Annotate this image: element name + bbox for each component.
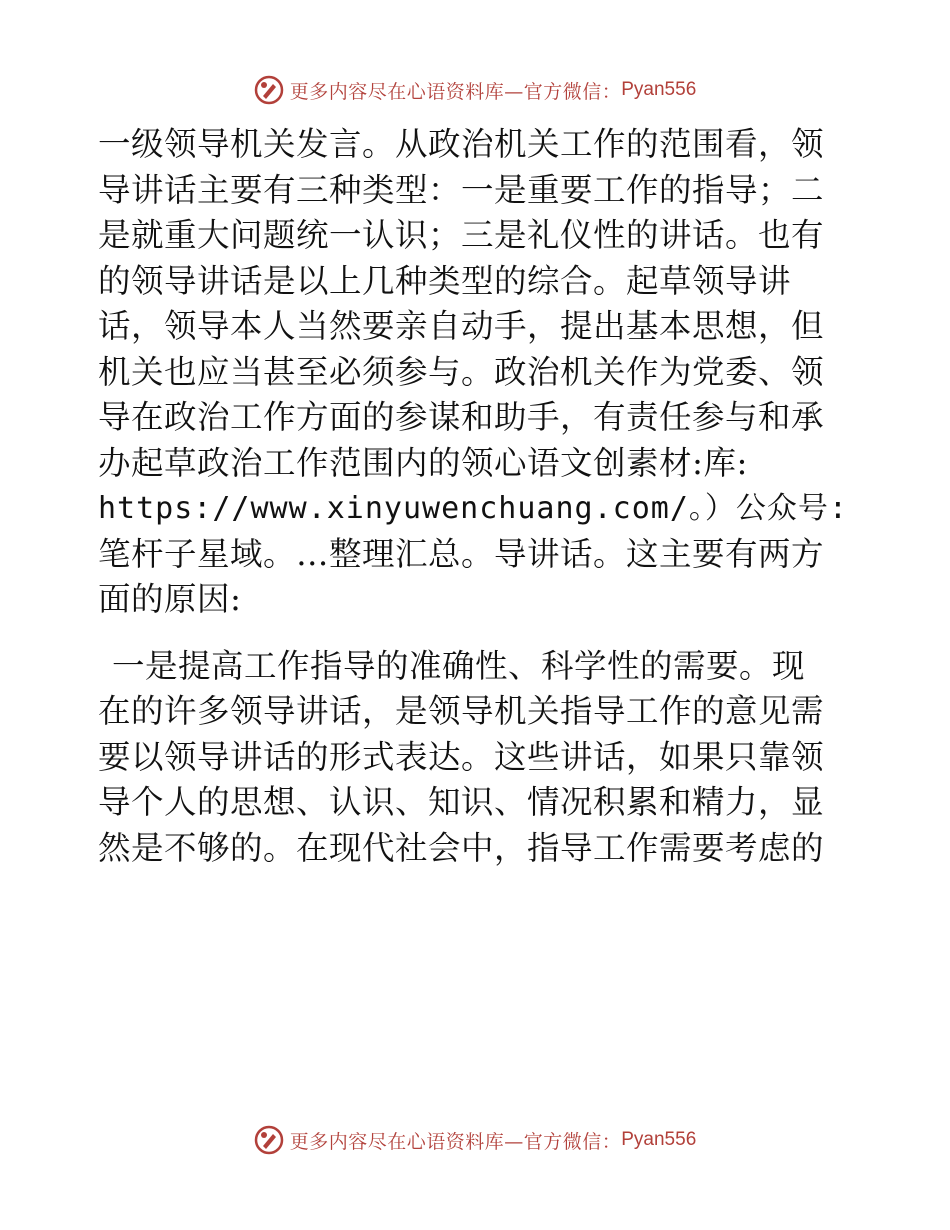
text-line: 面的原因:	[98, 580, 242, 618]
seal-logo-icon	[254, 1125, 284, 1155]
text-line: 一是提高工作指导的准确性、科学性的需要。现	[112, 646, 806, 685]
text-line: 导讲话主要有三种类型：一是重要工作的指导；二	[98, 170, 825, 209]
text-line: 导个人的思想、认识、知识、情况积累和精力，显	[98, 783, 825, 821]
text-line: 要以领导讲话的形式表达。这些讲话，如果只靠领	[98, 737, 825, 776]
text-line: 是就重大问题统一认识；三是礼仪性的讲话。也有	[98, 216, 825, 254]
footer-banner	[0, 1120, 950, 1160]
footer-wechat-id: Pyan556	[621, 1129, 697, 1150]
footer-banner-text: 更多内容尽在心语资料库—官方微信：	[289, 1130, 622, 1153]
text-line: 笔杆子星域。…整理汇总。导讲话。这主要有两方	[98, 534, 825, 573]
paragraph-1	[98, 122, 858, 623]
text-line: 导在政治工作方面的参谋和助手，有责任参与和承	[98, 398, 825, 436]
text-line: 话，领导本人当然要亲自动手，提出基本思想，但	[98, 307, 825, 345]
text-line: 办起草政治工作范围内的领心语文创素材:库:	[98, 443, 748, 482]
text-line: 的领导讲话是以上几种类型的综合。起草领导讲	[98, 261, 792, 300]
header-banner	[0, 70, 950, 110]
document-body	[98, 122, 858, 871]
header-wechat-id: Pyan556	[621, 79, 697, 100]
text-line: 机关也应当甚至必须参与。政治机关作为党委、领	[98, 352, 825, 391]
seal-logo-icon	[254, 75, 284, 105]
text-line-url: https://www.xinyuwenchuang.com/。）公众号:	[98, 491, 848, 526]
header-banner-text: 更多内容尽在心语资料库—官方微信：	[289, 80, 622, 103]
paragraph-2	[98, 644, 858, 872]
text-line: 然是不够的。在现代社会中，指导工作需要考虑的	[98, 828, 825, 867]
text-line: 在的许多领导讲话，是领导机关指导工作的意见需	[98, 692, 825, 730]
text-line: 一级领导机关发言。从政治机关工作的范围看，领	[98, 125, 825, 163]
